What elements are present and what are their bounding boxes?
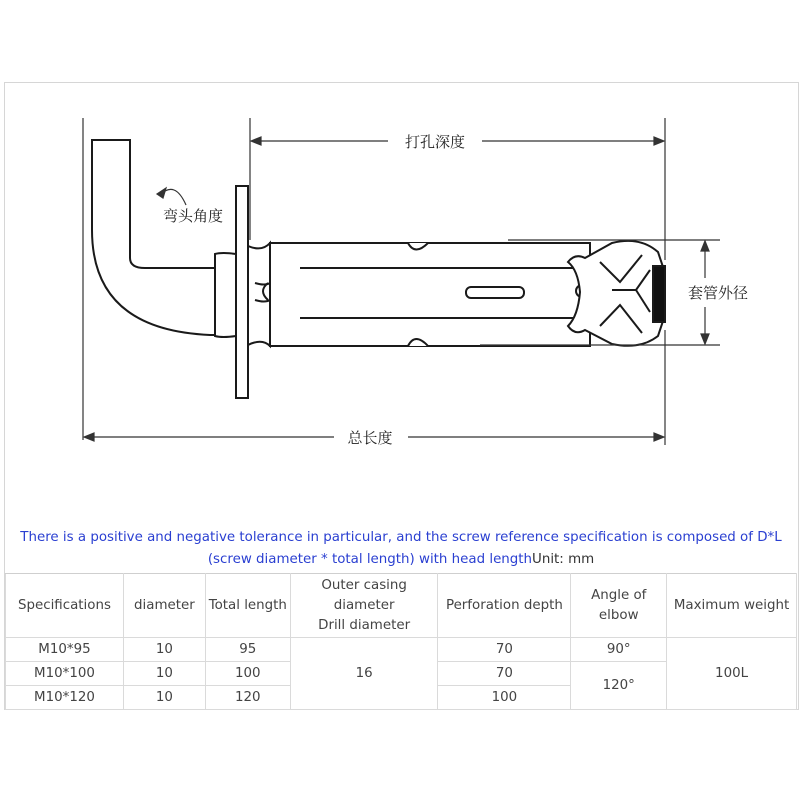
header-diameter: diameter: [123, 574, 205, 638]
cell-spec: M10*120: [6, 686, 124, 710]
sleeve-slot: [466, 287, 524, 298]
cell-max-weight: 100L: [667, 638, 797, 710]
cell-diameter: 10: [123, 662, 205, 686]
cell-depth: 100: [438, 686, 571, 710]
cell-diameter: 10: [123, 638, 205, 662]
cell-depth: 70: [438, 638, 571, 662]
flange-plate: [236, 186, 248, 398]
anchor-tip: [653, 266, 665, 322]
tolerance-note-text: There is a positive and negative tolerance in particular, and the screw reference specification is composed of D*L (screw diameter * total length) with head length: [20, 530, 782, 567]
cell-spec: M10*95: [6, 638, 124, 662]
drill-depth-label: 打孔深度: [404, 133, 466, 151]
cell-angle-90: 90°: [571, 638, 667, 662]
cell-spec: M10*100: [6, 662, 124, 686]
header-angle-line2: elbow: [598, 607, 639, 623]
cell-total-length: 120: [205, 686, 290, 710]
header-specifications: Specifications: [6, 574, 124, 638]
header-angle-of-elbow: [571, 574, 667, 638]
header-maximum-weight: Maximum weight: [667, 574, 797, 638]
hook-outline: [92, 140, 222, 335]
tolerance-note: [4, 527, 798, 571]
unit-note: Unit: mm: [532, 552, 595, 567]
header-outer-casing-line3: Drill diameter: [318, 617, 411, 633]
header-outer-casing: [290, 574, 438, 638]
total-length-label: 总长度: [347, 429, 393, 447]
spec-table: [5, 573, 797, 710]
elbow-angle-label: 弯头角度: [162, 207, 224, 225]
header-outer-casing-line1: Outer casing: [321, 577, 407, 593]
cell-outer-casing: 16: [290, 638, 438, 710]
table-row: [6, 638, 797, 662]
sleeve-od-label: 套管外径: [687, 284, 749, 302]
cell-diameter: 10: [123, 686, 205, 710]
cell-total-length: 100: [205, 662, 290, 686]
header-outer-casing-line2: diameter: [333, 597, 395, 613]
sleeve-neck: [248, 243, 270, 346]
header-total-length: Total length: [205, 574, 290, 638]
cell-total-length: 95: [205, 638, 290, 662]
collar: [215, 253, 236, 337]
header-perforation-depth: Perforation depth: [438, 574, 571, 638]
cell-depth: 70: [438, 662, 571, 686]
table-header-row: [6, 574, 797, 638]
header-angle-line1: Angle of: [591, 587, 647, 603]
expansion-petals: [568, 241, 664, 346]
cell-angle-120: 120°: [571, 662, 667, 710]
sleeve-body: [270, 243, 590, 346]
